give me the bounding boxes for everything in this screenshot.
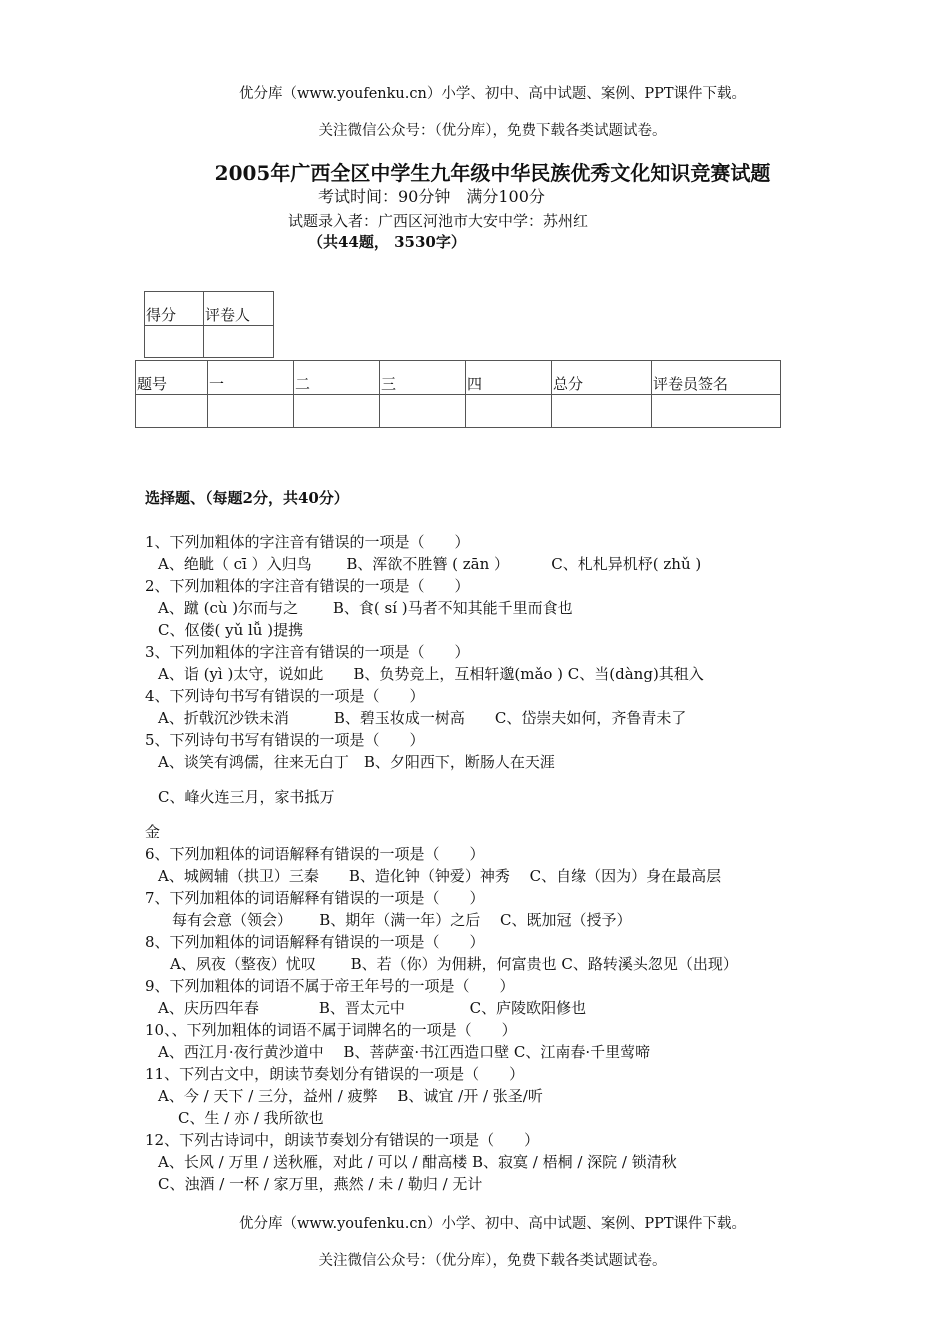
summary-value-cell xyxy=(552,395,652,428)
question-3-options: A、诣 (yì )太守，说如此 B、负势竞上，互相轩邈(mǎo ) C、当(dàng)其租入 xyxy=(158,665,704,683)
footer-line-1: 优分库（www.youfenku.cn）小学、初中、高中试题、案例、PPT课件下载。 xyxy=(238,1216,747,1232)
summary-header-cell: 题号 xyxy=(136,361,208,395)
question-5-overflow: 金 xyxy=(145,823,161,841)
exam-time: 考试时间：90分钟 满分100分 xyxy=(318,187,545,206)
question-6-options: A、城阙辅（拱卫）三秦 B、造化钟（钟爱）神秀 C、自缘（因为）身在最高层 xyxy=(158,867,722,885)
section-title: 选择题、（每题2分，共40分） xyxy=(145,489,349,507)
summary-header-cell: 二 xyxy=(294,361,380,395)
question-7-stem: 7、下列加粗体的词语解释有错误的一项是（ ） xyxy=(145,889,485,907)
grader-cell-label: 评卷人 xyxy=(204,292,274,326)
question-10-stem: 10、、下列加粗体的词语不属于词牌名的一项是（ ） xyxy=(145,1021,517,1039)
grader-cell-value xyxy=(204,326,274,358)
question-10-options: A、西江月·夜行黄沙道中 B、菩萨蛮·书江西造口壁 C、江南春·千里莺啼 xyxy=(158,1043,651,1061)
question-2-options-2: C、伛偻( yǔ lǚ )提携 xyxy=(158,621,304,639)
question-1-options: A、绝眦（ cī ）入归鸟 B、浑欲不胜簪 ( zān ） C、札札异机杼( zhǔ ) xyxy=(158,555,702,573)
question-12-stem: 12、下列古诗词中，朗读节奏划分有错误的一项是（ ） xyxy=(145,1131,540,1149)
summary-header-cell: 三 xyxy=(380,361,466,395)
exam-author: 试题录入者：广西区河池市大安中学：苏州红 xyxy=(288,212,589,230)
question-11-stem: 11、下列古文中，朗读节奏划分有错误的一项是（ ） xyxy=(145,1065,525,1083)
question-12-options-2: C、浊酒 / 一杯 / 家万里，燕然 / 未 / 勒归 / 无计 xyxy=(158,1175,483,1193)
question-9-options: A、庆历四年春 B、晋太元中 C、庐陵欧阳修也 xyxy=(158,999,587,1017)
question-11-options-2: C、生 / 亦 / 我所欲也 xyxy=(178,1109,324,1127)
question-6-stem: 6、下列加粗体的词语解释有错误的一项是（ ） xyxy=(145,845,485,863)
summary-value-cell xyxy=(136,395,208,428)
question-8-stem: 8、下列加粗体的词语解释有错误的一项是（ ） xyxy=(145,933,485,951)
exam-title: 2005年广西全区中学生九年级中华民族优秀文化知识竞赛试题 xyxy=(214,161,771,185)
summary-header-cell: 总分 xyxy=(552,361,652,395)
summary-value-cell xyxy=(294,395,380,428)
question-8-options: A、夙夜（整夜）忧叹 B、若（你）为佣耕，何富贵也 C、路转溪头忽见（出现） xyxy=(170,955,738,973)
question-5-options-1: A、谈笑有鸿儒，往来无白丁 B、夕阳西下，断肠人在天涯 xyxy=(158,753,555,771)
question-1-stem: 1、下列加粗体的字注音有错误的一项是（ ） xyxy=(145,533,470,551)
header-line-2: 关注微信公众号：（优分库），免费下载各类试题试卷。 xyxy=(318,123,667,139)
header-line-1: 优分库（www.youfenku.cn）小学、初中、高中试题、案例、PPT课件下载。 xyxy=(238,86,747,102)
score-cell-value xyxy=(145,326,204,358)
summary-header-cell: 评卷员签名 xyxy=(652,361,781,395)
question-2-options-1: A、蹴 (cù )尔而与之 B、食( sí )马者不知其能千里而食也 xyxy=(158,599,573,617)
question-5-stem: 5、下列诗句书写有错误的一项是（ ） xyxy=(145,731,425,749)
exam-count: （共44题， 3530字） xyxy=(308,233,466,251)
summary-value-cell xyxy=(208,395,294,428)
question-7-options: 每有会意（领会） B、期年（满一年）之后 C、既加冠（授予） xyxy=(172,911,632,929)
summary-header-cell: 四 xyxy=(466,361,552,395)
question-4-stem: 4、下列诗句书写有错误的一项是（ ） xyxy=(145,687,425,705)
question-2-stem: 2、下列加粗体的字注音有错误的一项是（ ） xyxy=(145,577,470,595)
summary-value-cell xyxy=(466,395,552,428)
question-3-stem: 3、下列加粗体的字注音有错误的一项是（ ） xyxy=(145,643,470,661)
question-9-stem: 9、下列加粗体的词语不属于帝王年号的一项是（ ） xyxy=(145,977,515,995)
question-5-options-2: C、峰火连三月，家书抵万 xyxy=(158,788,335,806)
summary-value-cell xyxy=(652,395,781,428)
footer-line-2: 关注微信公众号：（优分库），免费下载各类试题试卷。 xyxy=(318,1253,667,1269)
summary-table xyxy=(135,360,781,428)
question-4-options: A、折戟沉沙铁未消 B、碧玉妆成一树高 C、岱崇夫如何，齐鲁青未了 xyxy=(158,709,687,727)
question-12-options-1: A、长风 / 万里 / 送秋雁，对此 / 可以 / 酣高楼 B、寂寞 / 梧桐 / 深院 / 锁清秋 xyxy=(158,1153,677,1171)
score-table xyxy=(144,291,274,358)
question-11-options-1: A、今 / 天下 / 三分，益州 / 疲弊 B、诚宜 /开 / 张圣/听 xyxy=(158,1087,543,1105)
score-cell-label: 得分 xyxy=(145,292,204,326)
summary-header-cell: 一 xyxy=(208,361,294,395)
summary-value-cell xyxy=(380,395,466,428)
